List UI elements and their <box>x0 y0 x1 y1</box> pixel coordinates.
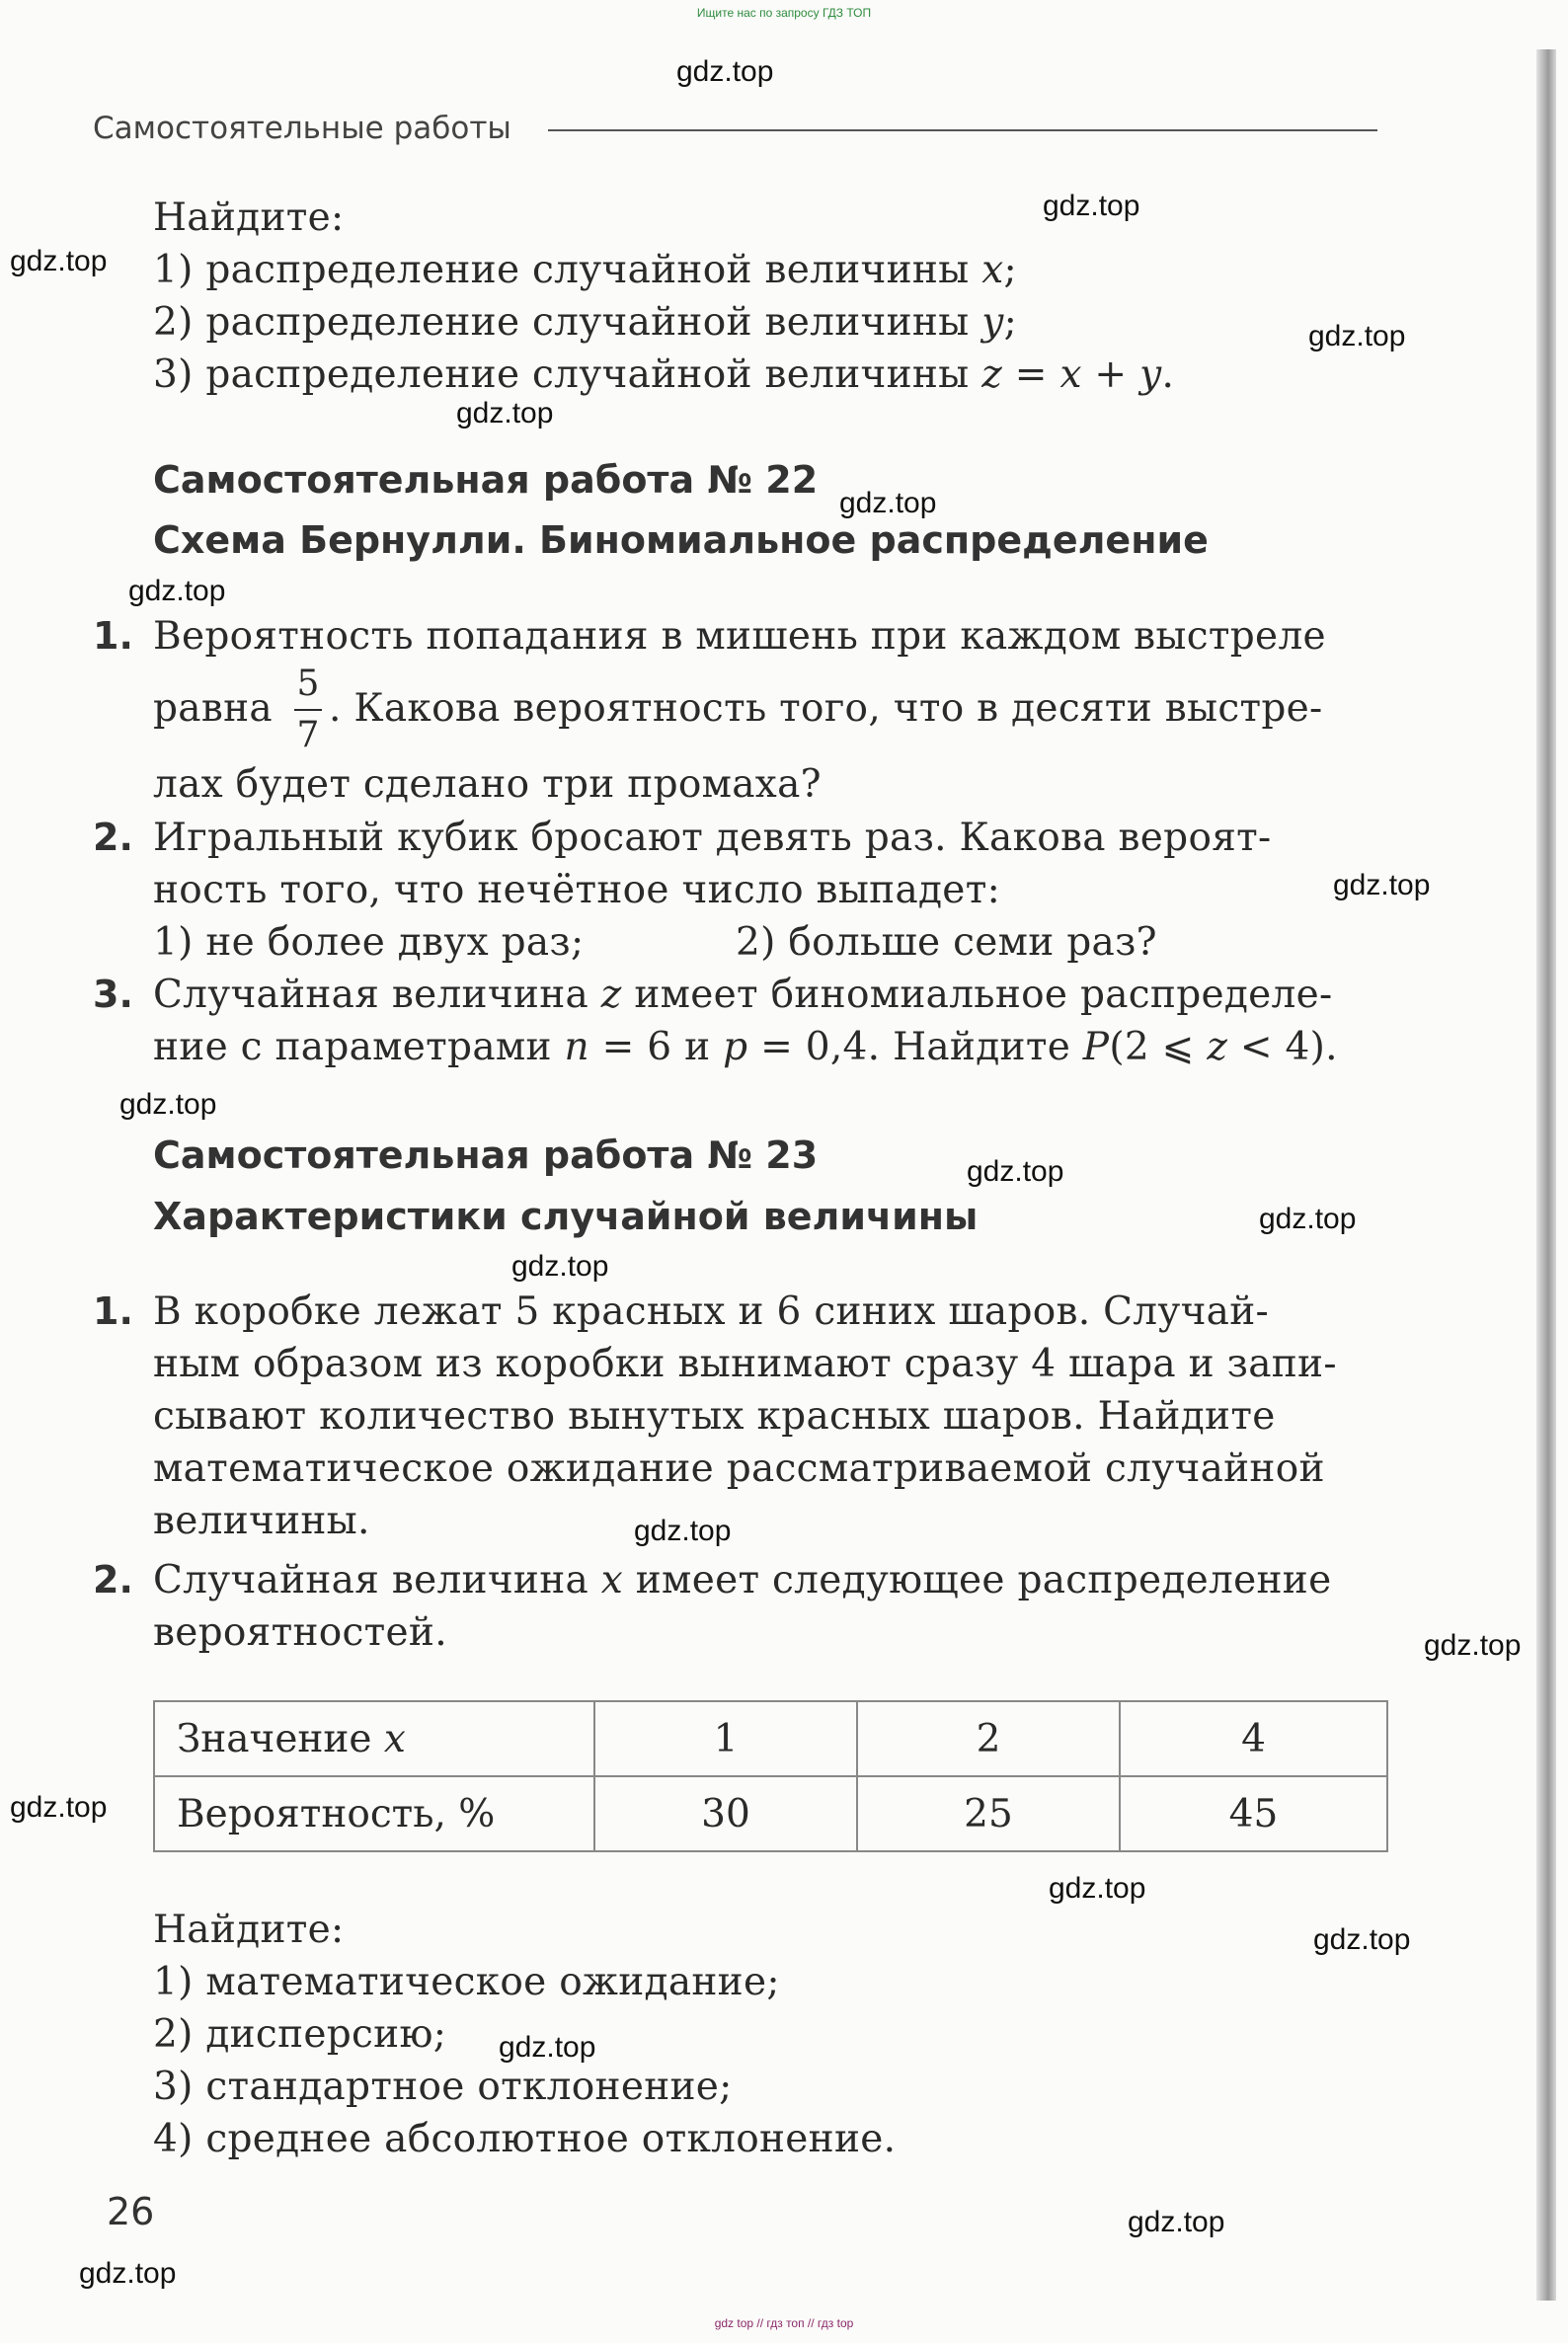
watermark: gdz.top <box>10 1791 108 1824</box>
watermark: gdz.top <box>1043 190 1140 222</box>
w22-task1-line1: Вероятность попадания в мишень при каждом выстреле <box>153 614 1326 659</box>
table-cell: 25 <box>857 1776 1120 1851</box>
w22-task2-line1: Игральный кубик бросают девять раз. Какова вероят- <box>153 816 1272 860</box>
w23-find-item: 4) среднее абсолютное отклонение. <box>153 2117 897 2161</box>
watermark: gdz.top <box>1333 869 1431 901</box>
watermark: gdz.top <box>1313 1923 1411 1956</box>
w22-task3-number: 3. <box>93 973 133 1016</box>
watermark: gdz.top <box>10 245 108 277</box>
top-note: Ищите нас по запросу ГДЗ ТОП <box>696 6 872 20</box>
w23-task1-number: 1. <box>93 1289 133 1333</box>
w23-task1-line: математическое ожидание рассматриваемой случайной <box>153 1446 1325 1491</box>
watermark: gdz.top <box>1259 1203 1357 1235</box>
table-row <box>154 1701 1387 1776</box>
w22-task2-number: 2. <box>93 816 133 859</box>
w22-task2-line2: ность того, что нечётное число выпадет: <box>153 868 1001 912</box>
work22-title: Самостоятельная работа № 22 <box>153 458 819 502</box>
table-cell-value-label: Значение x <box>154 1701 594 1776</box>
work22-subtitle: Схема Бернулли. Биномиальное распределение <box>153 518 1209 562</box>
w23-task2-number: 2. <box>93 1558 133 1601</box>
watermark: gdz.top <box>499 2031 596 2064</box>
table-cell: 1 <box>594 1701 857 1776</box>
watermark: gdz.top <box>511 1250 609 1283</box>
distribution-table <box>153 1700 1388 1852</box>
bottom-note: gdz top // гдз топ // гдз top <box>714 2316 854 2330</box>
w23-task1-line: сывают количество вынутых красных шаров. Найдите <box>153 1394 1276 1439</box>
w23-task1-line: величины. <box>153 1499 370 1543</box>
w22-task3-line1: Случайная величина z имеет биномиальное распределе- <box>153 973 1333 1017</box>
running-header: Самостоятельные работы <box>93 111 511 146</box>
fraction-numerator: 5 <box>296 664 320 704</box>
w22-task1-line3: лах будет сделано три промаха? <box>153 762 822 807</box>
w23-task2-line2: вероятностей. <box>153 1610 447 1655</box>
w23-find-item: 1) математическое ожидание; <box>153 1960 780 2004</box>
watermark: gdz.top <box>1049 1872 1146 1905</box>
watermark: gdz.top <box>1308 320 1406 352</box>
w22-task1-number: 1. <box>93 614 133 658</box>
table-row <box>154 1776 1387 1851</box>
w22-task2-option2: 2) больше семи раз? <box>736 920 1157 965</box>
watermark: gdz.top <box>1424 1629 1522 1662</box>
watermark: gdz.top <box>676 55 774 88</box>
table-cell: 45 <box>1120 1776 1387 1851</box>
w23-find-label: Найдите: <box>153 1908 345 1952</box>
table-cell: 2 <box>857 1701 1120 1776</box>
watermark: gdz.top <box>79 2257 177 2290</box>
fraction-bar <box>294 709 322 711</box>
w23-find-item: 3) стандартное отклонение; <box>153 2065 733 2109</box>
header-rule <box>548 129 1377 131</box>
watermark: gdz.top <box>456 397 554 430</box>
w22-task2-option1: 1) не более двух раз; <box>153 920 585 965</box>
work23-subtitle: Характеристики случайной величины <box>153 1195 979 1238</box>
watermark: gdz.top <box>1128 2206 1225 2238</box>
watermark: gdz.top <box>119 1088 217 1121</box>
table-cell: 4 <box>1120 1701 1387 1776</box>
w22-task3-line2: ние с параметрами n = 6 и p = 0,4. Найдите P(2 ⩽ z < 4). <box>153 1025 1338 1069</box>
w22-task1-line2b: . Какова вероятность того, что в десяти выстре- <box>329 686 1323 731</box>
page-number: 26 <box>107 2190 155 2233</box>
w23-task2-line1: Случайная величина x имеет следующее распределение <box>153 1558 1332 1602</box>
w23-task1-line: В коробке лежат 5 красных и 6 синих шаров. Случай- <box>153 1289 1270 1334</box>
w22-task1-line2a: равна <box>153 686 273 731</box>
table-cell: 30 <box>594 1776 857 1851</box>
work23-title: Самостоятельная работа № 23 <box>153 1133 819 1177</box>
watermark: gdz.top <box>128 575 226 607</box>
prev-find-label: Найдите: <box>153 195 345 240</box>
prev-item-2: 2) распределение случайной величины y; <box>153 300 1018 345</box>
prev-item-1: 1) распределение случайной величины x; <box>153 248 1017 292</box>
w23-task1-line: ным образом из коробки вынимают сразу 4 шара и запи- <box>153 1342 1337 1386</box>
prev-item-3: 3) распределение случайной величины z = x + y. <box>153 352 1175 397</box>
watermark: gdz.top <box>839 487 937 519</box>
page-edge-shadow <box>1536 49 1556 2301</box>
table-cell-prob-label: Вероятность, % <box>154 1776 594 1851</box>
watermark: gdz.top <box>967 1155 1064 1188</box>
w23-find-item: 2) дисперсию; <box>153 2012 447 2057</box>
watermark: gdz.top <box>634 1515 732 1547</box>
fraction-denominator: 7 <box>296 715 320 755</box>
